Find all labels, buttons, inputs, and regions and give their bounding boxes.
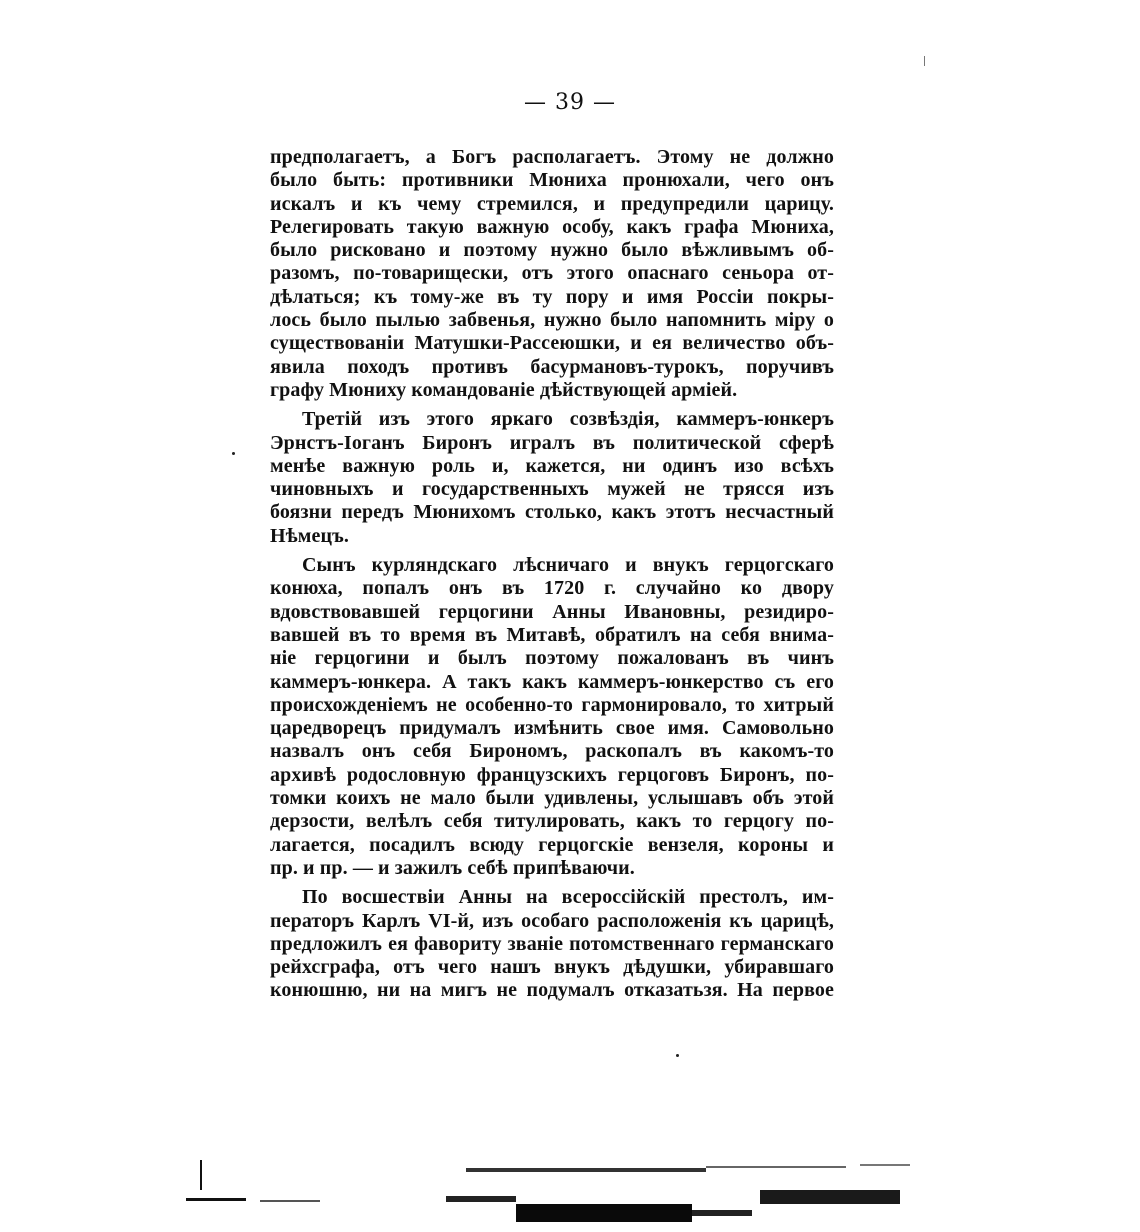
text-line: предложилъ ея фавориту званiе потомственнаго германскаго [270,932,834,955]
text-line: графу Мюниху командованiе дѣйствующей армiей. [270,378,738,401]
text-line: архивѣ родословную французскихъ герцоговъ Биронъ, по- [270,763,834,786]
text-line: дѣлаться; къ тому-же въ ту пору и имя Россiи покры- [270,285,834,308]
text-line: вдовствовавшей герцогини Анны Ивановны, резидиро- [270,600,834,623]
scan-artifact [260,1200,320,1202]
text-line: разомъ, по-товарищески, отъ этого опаснаго сеньора от- [270,262,834,285]
scan-artifact [760,1190,900,1204]
text-line: По восшествiи Анны на всероссiйскiй престолъ, им- [302,886,834,909]
text-line: ператоръ Карлъ VI-й, изъ особаго расположенiя къ царицѣ, [270,909,834,932]
scan-artifact [446,1196,516,1202]
text-line: происхожденiемъ не особенно-то гармонировало, то хитрый [270,693,834,716]
text-line: пр. и пр. — и зажилъ себѣ припѣваючи. [270,856,635,879]
scan-artifact [232,452,235,455]
scan-artifact [860,1164,910,1166]
text-line: лагается, посадилъ всюду герцогскiе вензеля, короны и [270,833,834,856]
text-line: было рисковано и поэтому нужно было вѣжливымъ об- [270,239,834,262]
text-line: лось было пылью забвенья, нужно было напомнить мiру о [270,309,834,332]
text-line: Релегировать такую важную особу, какъ графа Мюниха, [270,215,834,238]
text-line: боязни передъ Мюнихомъ столько, какъ этотъ несчастный [270,501,834,524]
scan-artifact [676,1054,679,1057]
text-line: царедворецъ придумалъ измѣнить свое имя. Самовольно [270,717,834,740]
paragraph-4 [270,886,834,1002]
text-line: существованiи Матушки-Рассеюшки, и ея величество объ- [270,332,834,355]
text-line: назвалъ онъ себя Бирономъ, раскопалъ въ какомъ-то [270,740,834,763]
text-line: нiе герцогини и былъ поэтому пожалованъ въ чинъ [270,647,834,670]
scan-artifact [692,1210,752,1216]
page-number: — 39 — [524,90,616,115]
text-line: было быть: противники Мюниха пронюхали, чего онъ [270,169,834,192]
text-line: рейхсграфа, отъ чего нашъ внукъ дѣдушки, убиравшаго [270,956,834,979]
text-line: Сынъ курляндскаго лѣсничаго и внукъ герцогскаго [302,554,834,577]
text-line: менѣе важную роль и, кажется, ни одинъ изо всѣхъ [270,454,834,477]
text-line: Эрнстъ-Iоганъ Биронъ игралъ въ политической сферѣ [270,431,834,454]
text-line: вавшей въ то время въ Митавѣ, обратилъ на себя внима- [270,623,834,646]
scan-artifact [924,56,925,66]
text-line: предполагаетъ, а Богъ располагаетъ. Этому не должно [270,146,834,168]
text-line: томки коихъ не мало были удивлены, услышавъ объ этой [270,787,834,810]
text-line: Третiй изъ этого яркаго созвѣздiя, каммеръ-юнкеръ [302,408,834,431]
scan-artifact [200,1160,202,1190]
paragraph-3 [270,554,834,880]
text-line: чиновныхъ и государственныхъ мужей не трясся изъ [270,478,834,501]
text-line: конюшню, ни на мигъ не подумалъ отказатьзя. На первое [270,979,834,1002]
paragraph-2 [270,408,834,548]
scan-artifact [516,1204,692,1222]
text-line: Нѣмецъ. [270,524,349,547]
paragraph-1 [270,146,834,402]
text-line: дерзости, велѣлъ себя титулировать, какъ то герцогу по- [270,810,834,833]
scan-artifact [186,1198,246,1201]
scan-artifact [466,1168,706,1172]
body-text [270,146,834,1009]
text-line: искалъ и къ чему стремился, и предупредили царицу. [270,192,834,215]
text-line: каммеръ-юнкера. А такъ какъ каммеръ-юнкерство съ его [270,670,834,693]
text-line: конюха, попалъ онъ въ 1720 г. случайно ко двору [270,577,834,600]
scan-artifact [706,1166,846,1168]
text-line: явила походъ противъ басурмановъ-турокъ, поручивъ [270,355,834,378]
